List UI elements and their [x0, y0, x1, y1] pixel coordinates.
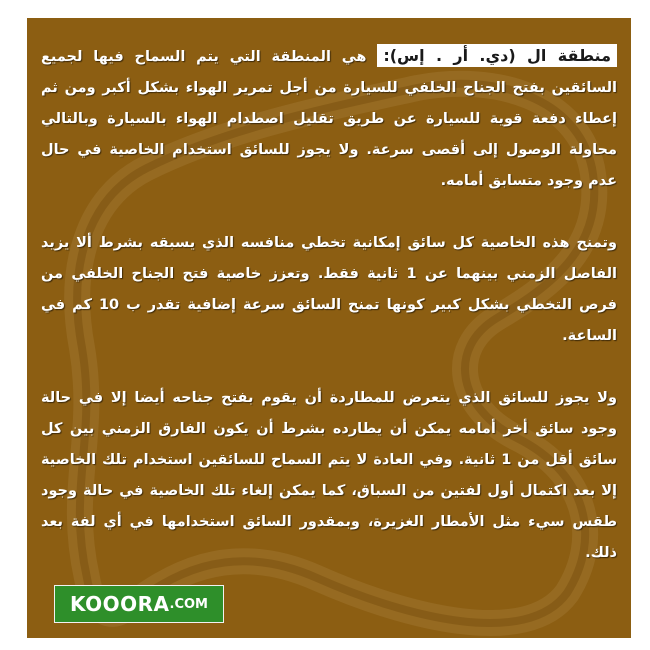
paragraph-1: [41, 40, 617, 197]
kooora-logo: [54, 585, 224, 623]
article-text: [41, 40, 617, 569]
paragraph-2: وتمنح هذه الخاصية كل سائق إمكانية تخطي منافسه الذي يسبقه بشرط ألا يزيد الفاصل الزمني بينهما عن 1 ثانية فقط. وتعزز خاصية فتح الجناح الخلفي من فرص التخطي بشكل كبير كونها تمنح السائق سرعة إضافية تقدر ب 10 كم في الساعة.: [41, 235, 617, 344]
term-label: منطقة ال (دي. أر . إس):: [377, 44, 617, 67]
article-card: [27, 18, 631, 638]
logo-main: KOOORA: [70, 592, 170, 616]
paragraph-3: ولا يجوز للسائق الذي يتعرض للمطاردة أن يقوم بفتح جناحه أيضا إلا في حالة وجود سائق أخر أمامه يمكن أن يطارده بشرط أن يكون الفارق الزمني بين كل سائق أقل من 1 ثانية. وفي العادة لا يتم السماح للسائقين استخدام تلك الخاصية إلا بعد اكتمال أول لفتين من السباق، كما يمكن إلغاء تلك الخاصية في حالة وجود طقس سيء مثل الأمطار الغزيرة، وبمقدور السائق استخدامها في أي لفة بعد ذلك.: [41, 390, 617, 561]
logo-suffix: .COM: [169, 596, 208, 612]
paragraph-1-text: هي المنطقة التي يتم السماح فيها لجميع السائقين بفتح الجناح الخلفي للسيارة من أجل تمرير الهواء بشكل أكبر ومن ثم إعطاء دفعة قوية للسيارة عن طريق تقليل اصطدام الهواء بالسيارة وبالتالي محاولة الوصول إلى أقصى سرعة. ولا يجوز للسائق استخدام الخاصية في حال عدم وجود متسابق أمامه.: [41, 49, 617, 189]
